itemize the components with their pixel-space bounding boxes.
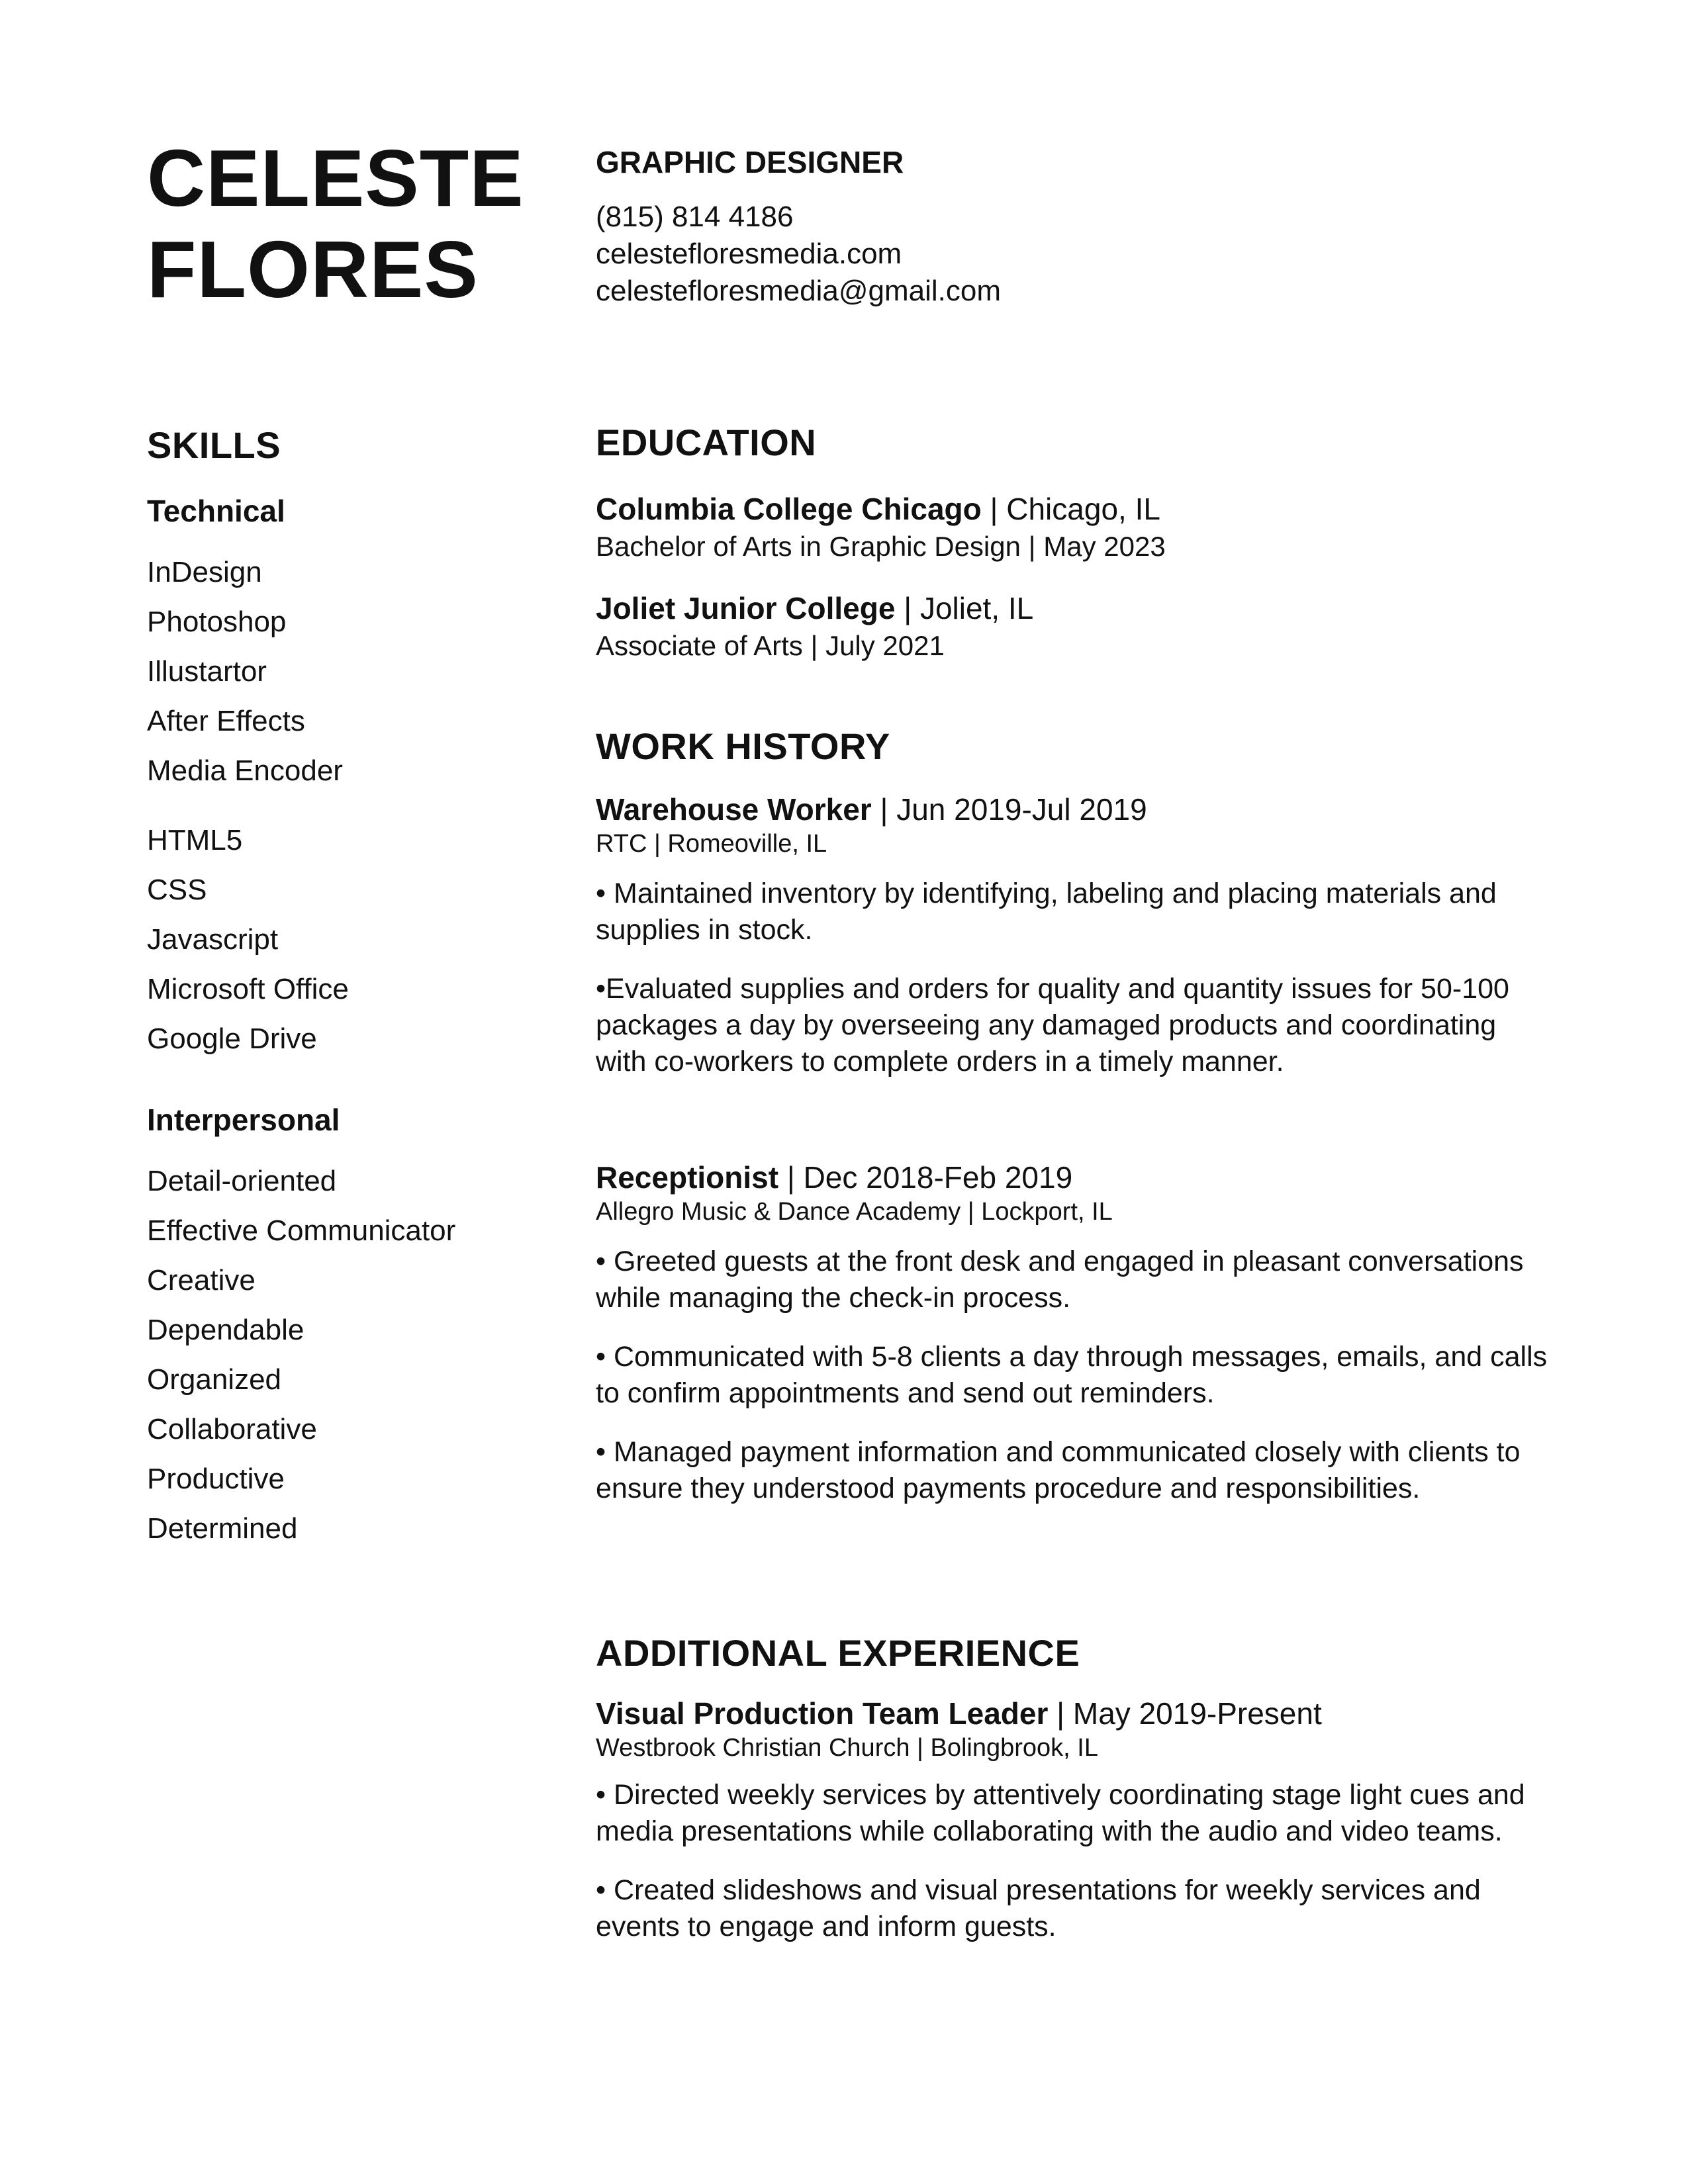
technical-skills-list-1 (147, 547, 544, 796)
role-title: Visual Production Team Leader (596, 1696, 1049, 1731)
skill-item: Microsoft Office (147, 973, 349, 1005)
employer: RTC (596, 830, 647, 858)
job-bullet: •Evaluated supplies and orders for quality and quantity issues for 50-100 packages a day by overseeing any damaged products and coordinating with co-workers to complete orders in a timely manner. (596, 973, 1509, 1077)
school-location: Joliet, IL (919, 591, 1034, 625)
job-entry: Receptionist | Dec 2018-Feb 2019 Allegro Music & Dance Academy | Lockport, IL • Greeted guests at the front desk and engaged in pleasant conversations while managing the check-in process. • Communicated with 5-8 clients a day through messages, emails, and calls to confirm appointments and send out reminders. • Managed payment information and communicated closely with clients to ensure they understood payments procedure and responsibilities. (596, 1160, 1562, 1507)
additional-entry: Visual Production Team Leader | May 2019-Present Westbrook Christian Church | Bolingbrook, IL • Directed weekly services by attentively coordinating stage light cues and media presentations while collaborating with the audio and video teams. • Created slideshows and visual presentations for weekly services and events to engage and inform guests. (596, 1696, 1562, 1945)
skills-heading: SKILLS (147, 424, 281, 466)
skill-item: Productive (147, 1463, 285, 1495)
education-heading: EDUCATION (596, 422, 817, 463)
job-bullet: • Managed payment information and communicated closely with clients to ensure they understood payments procedure and responsibilities. (596, 1436, 1521, 1504)
additional-experience-heading: ADDITIONAL EXPERIENCE (596, 1632, 1080, 1674)
graduation-date: May 2023 (1043, 531, 1166, 562)
work-history-heading: WORK HISTORY (596, 725, 890, 767)
skill-item: Javascript (147, 923, 279, 956)
skill-item: Determined (147, 1512, 298, 1545)
school-name: Columbia College Chicago (596, 492, 982, 526)
skill-item: CSS (147, 874, 207, 906)
technical-heading: Technical (147, 494, 285, 528)
skill-item: Collaborative (147, 1413, 317, 1445)
skill-item: Photoshop (147, 606, 287, 638)
job-bullet: • Maintained inventory by identifying, labeling and placing materials and supplies in stock. (596, 878, 1497, 946)
role-dates: May 2019-Present (1072, 1696, 1322, 1731)
school-name: Joliet Junior College (596, 591, 896, 625)
skill-item: Effective Communicator (147, 1214, 456, 1247)
technical-skills-list-2 (147, 815, 544, 1064)
role-location: Bolingbrook, IL (930, 1734, 1098, 1762)
skill-item: InDesign (147, 556, 262, 588)
skill-item: Organized (147, 1363, 282, 1396)
job-role: Warehouse Worker (596, 792, 872, 827)
skill-item: HTML5 (147, 824, 243, 856)
interpersonal-heading: Interpersonal (147, 1103, 340, 1137)
job-dates: Dec 2018-Feb 2019 (803, 1160, 1073, 1195)
skill-item: Media Encoder (147, 754, 343, 787)
job-bullet: • Communicated with 5-8 clients a day through messages, emails, and calls to confirm appointments and send out reminders. (596, 1341, 1548, 1409)
skill-item: Dependable (147, 1314, 305, 1346)
job-bullet: • Greeted guests at the front desk and engaged in pleasant conversations while managing the check-in process. (596, 1246, 1524, 1314)
phone: (815) 814 4186 (596, 201, 794, 233)
job-dates: Jun 2019-Jul 2019 (896, 792, 1147, 827)
degree: Bachelor of Arts in Graphic Design (596, 531, 1021, 562)
employer: Allegro Music & Dance Academy (596, 1198, 961, 1226)
skill-item: Illustartor (147, 655, 267, 688)
job-entry: Warehouse Worker | Jun 2019-Jul 2019 RTC | Romeoville, IL • Maintained inventory by identifying, labeling and placing materials and supplies in stock. •Evaluated supplies and orders for quality and quantity issues for 50-100 packages a day by overseeing any damaged products and coordinating with co-workers to complete orders in a timely manner. (596, 792, 1562, 1080)
skill-item: After Effects (147, 705, 305, 737)
email-link[interactable]: celestefloresmedia@gmail.com (596, 275, 1002, 307)
organization: Westbrook Christian Church (596, 1734, 910, 1762)
candidate-name (147, 132, 524, 315)
graduation-date: July 2021 (825, 630, 945, 661)
interpersonal-skills-list (147, 1156, 544, 1553)
education-entry: Joliet Junior College | Joliet, IL Associate of Arts | July 2021 (596, 591, 1034, 661)
website-link[interactable]: celestefloresmedia.com (596, 238, 902, 270)
role-bullet: • Created slideshows and visual presentations for weekly services and events to engage and inform guests. (596, 1874, 1481, 1942)
education-entry: Columbia College Chicago | Chicago, IL Bachelor of Arts in Graphic Design | May 2023 (596, 492, 1166, 562)
job-location: Romeoville, IL (667, 830, 827, 858)
school-location: Chicago, IL (1006, 492, 1160, 526)
first-name: CELESTE (147, 133, 524, 223)
skill-item: Detail-oriented (147, 1165, 337, 1197)
skill-item: Google Drive (147, 1023, 317, 1055)
job-location: Lockport, IL (981, 1198, 1113, 1226)
job-role: Receptionist (596, 1160, 779, 1195)
job-title: GRAPHIC DESIGNER (596, 145, 904, 179)
role-bullet: • Directed weekly services by attentively coordinating stage light cues and media presentations while collaborating with the audio and video teams. (596, 1779, 1525, 1847)
last-name: FLORES (147, 224, 479, 314)
degree: Associate of Arts (596, 630, 803, 661)
contact-info (596, 199, 1001, 310)
skill-item: Creative (147, 1264, 256, 1297)
